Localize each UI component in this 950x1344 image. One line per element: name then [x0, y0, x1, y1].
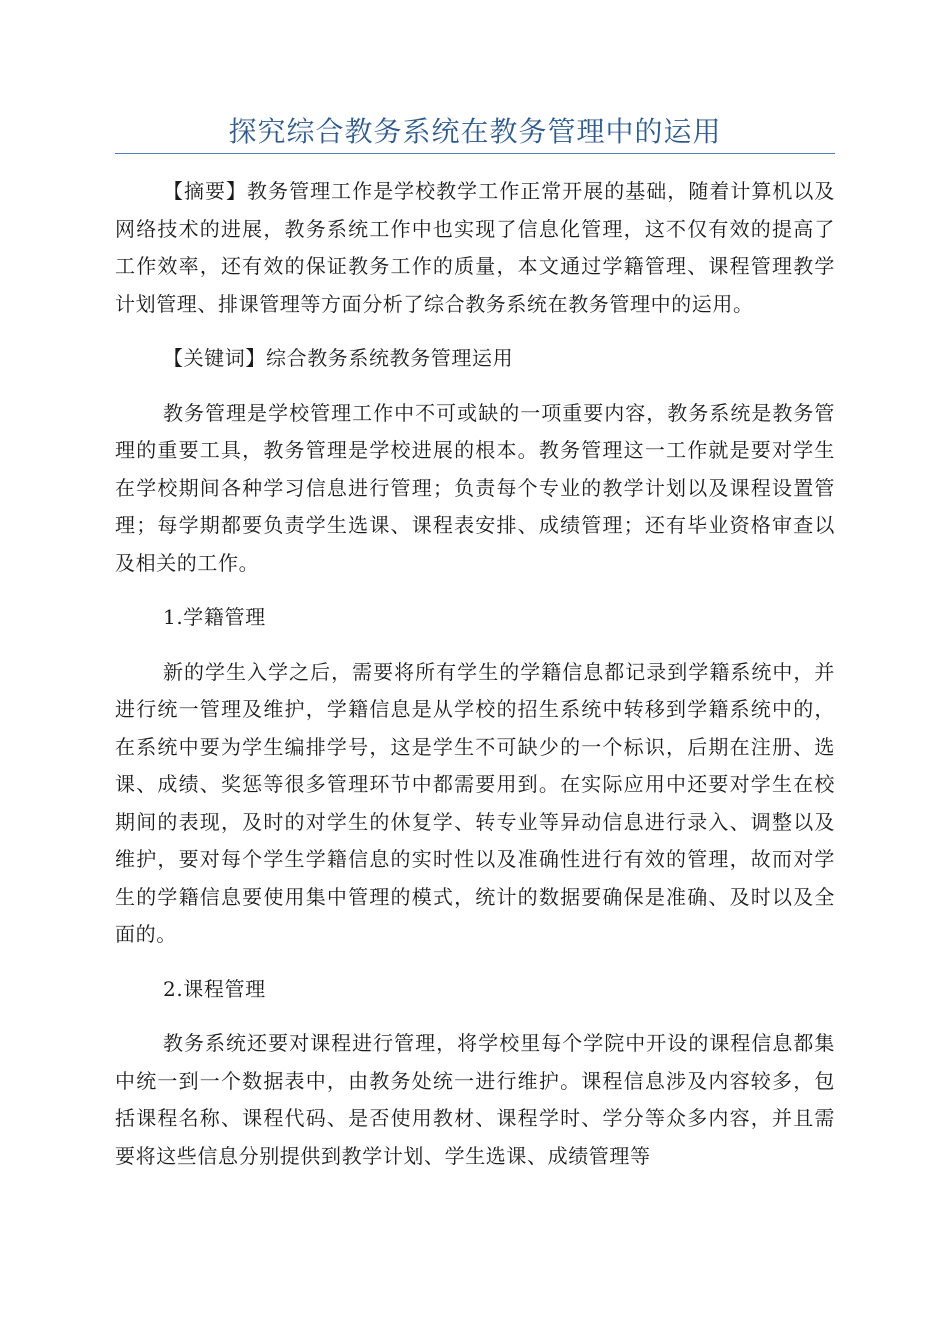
student-records-paragraph: 新的学生入学之后，需要将所有学生的学籍信息都记录到学籍系统中，并进行统一管理及维护，学籍信息是从学校的招生系统中转移到学籍系统中的，在系统中要为学生编排学号，这是学生不可缺少的一个标识，后期在注册、选课、成绩、奖惩等很多管理环节中都需要用到。在实际应用中还要对学生在校期间的表现，及时的对学生的休复学、转专业等异动信息进行录入、调整以及维护，要对每个学生学籍信息的实时性以及准确性进行有效的管理，故而对学生的学籍信息要使用集中管理的模式，统计的数据要确保是准确、及时以及全面的。: [115, 659, 835, 946]
document-title: 探究综合教务系统在教务管理中的运用: [228, 115, 722, 148]
abstract-paragraph: 【摘要】教务管理工作是学校教学工作正常开展的基础，随着计算机以及网络技术的进展，教务系统工作中也实现了信息化管理，这不仅有效的提高了工作效率，还有效的保证教务工作的质量，本文通过学籍管理、课程管理教学计划管理、排课管理等方面分析了综合教务系统在教务管理中的运用。: [115, 179, 835, 316]
section-heading-student-records: 1.学籍管理: [163, 605, 266, 629]
course-management-paragraph: 教务系统还要对课程进行管理，将学校里每个学院中开设的课程信息都集中统一到一个数据表中，由教务处统一进行维护。课程信息涉及内容较多，包括课程名称、课程代码、是否使用教材、课程学时、学分等众多内容，并且需要将这些信息分别提供到教学计划、学生选课、成绩管理等: [115, 1031, 835, 1168]
keywords-line: 【关键词】综合教务系统教务管理运用: [163, 346, 514, 370]
section-heading-course-management: 2.课程管理: [163, 976, 266, 1001]
title-underline: [115, 153, 835, 154]
document-body: [115, 173, 835, 1192]
intro-paragraph: 教务管理是学校管理工作中不可或缺的一项重要内容，教务系统是教务管理的重要工具，教务管理是学校进展的根本。教务管理这一工作就是要对学生在学校期间各种学习信息进行管理；负责每个专业的教学计划以及课程设置管理；每学期都要负责学生选课、课程表安排、成绩管理；还有毕业资格审查以及相关的工作。: [115, 400, 835, 575]
